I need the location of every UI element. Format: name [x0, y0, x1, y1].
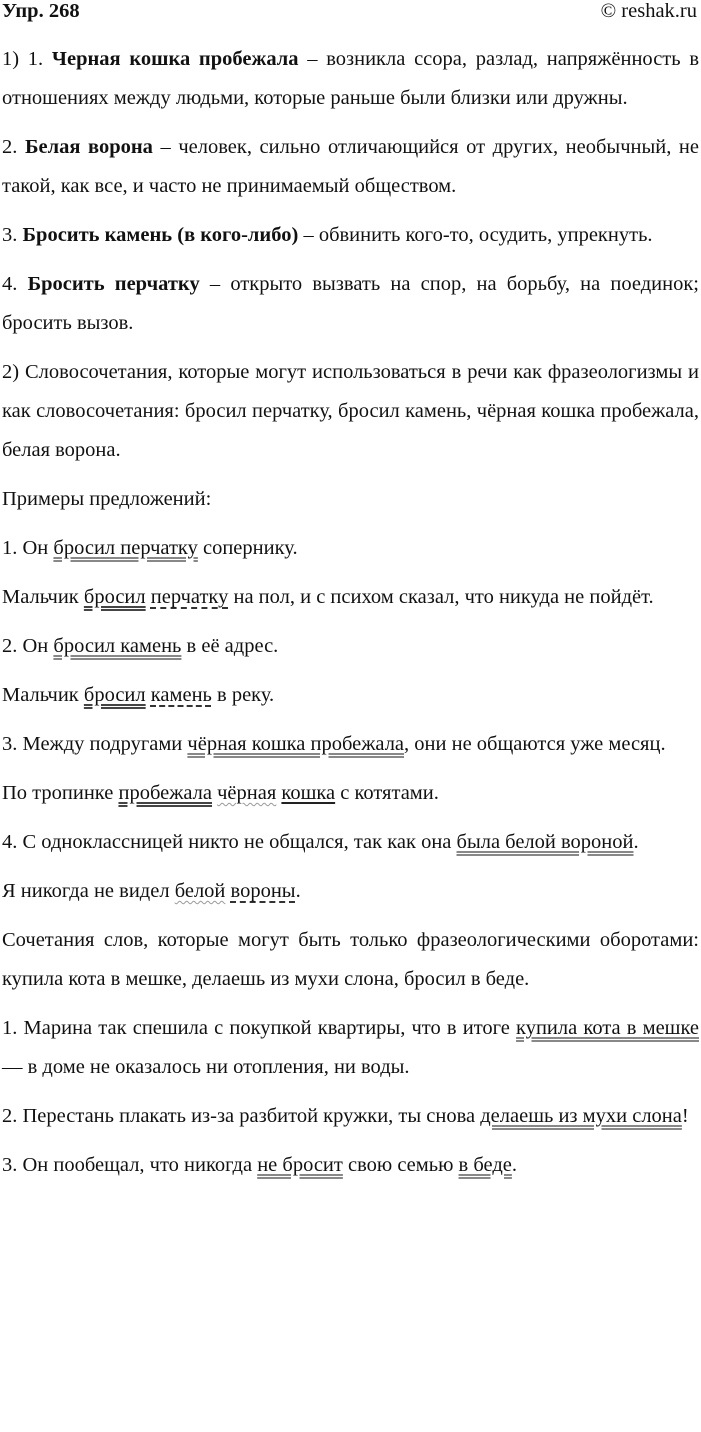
- bold-term: Черная кошка пробежала: [51, 48, 299, 70]
- phraseologism-underline: делаешь из мухи слона: [480, 1105, 682, 1127]
- text: !: [681, 1105, 689, 1127]
- paragraph: [2, 265, 699, 343]
- page-header: [0, 0, 701, 40]
- text: в реку.: [211, 684, 275, 706]
- paragraph: [2, 1146, 699, 1185]
- text: – открыто вызвать на спор, на борьбу, на поединок; бросить вызов.: [2, 273, 700, 334]
- paragraph: [2, 353, 699, 470]
- object-underline: камень: [150, 684, 212, 706]
- phraseologism-underline: не бросит: [257, 1154, 343, 1176]
- phraseologism-underline: бросил перчатку: [53, 537, 198, 559]
- paragraph: [2, 774, 699, 813]
- text: 2. Перестань плакать из-за разбитой кружки, ты снова: [2, 1105, 481, 1127]
- text: – возникла ссора, разлад, напряжённость в отношениях между людьми, которые раньше были близки или дружны.: [2, 48, 700, 109]
- text: 4. С одноклассницей никто не общался, так как она: [2, 831, 457, 853]
- text: .: [295, 880, 301, 902]
- text: 1. Он: [2, 537, 54, 559]
- paragraph: [2, 480, 699, 519]
- text: 4.: [2, 273, 28, 295]
- text: Сочетания слов, которые могут быть только фразеологическими оборотами: купила кота в мешке, делаешь из мухи слона, бросил в беде.: [2, 929, 699, 990]
- text: Я никогда не видел: [2, 880, 175, 902]
- text: 2. Он: [2, 635, 54, 657]
- bold-term: Бросить перчатку: [27, 273, 200, 295]
- paragraph: [2, 823, 699, 862]
- paragraph: [2, 725, 699, 764]
- paragraph: [2, 128, 699, 206]
- text: .: [511, 1154, 517, 1176]
- text: Мальчик: [2, 684, 84, 706]
- phraseologism-underline: была белой вороной: [456, 831, 634, 853]
- text: По тропинке: [2, 782, 119, 804]
- paragraph: [2, 627, 699, 666]
- paragraph: [2, 676, 699, 715]
- paragraph: [2, 1097, 699, 1136]
- text: – обвинить кого-то, осудить, упрекнуть.: [298, 224, 653, 246]
- text: Примеры предложений:: [2, 488, 212, 510]
- copyright: © reshak.ru: [600, 0, 697, 22]
- phraseologism-underline: бросил камень: [53, 635, 182, 657]
- text: 3. Между подругами: [2, 733, 188, 755]
- text: сопернику.: [197, 537, 298, 559]
- text: в её адрес.: [181, 635, 279, 657]
- object-underline: перчатку: [150, 586, 229, 608]
- text: – человек, сильно отличающийся от других, необычный, не такой, как все, и часто не принимаемый обществом.: [2, 136, 699, 197]
- paragraph: [2, 529, 699, 568]
- text: свою семью: [342, 1154, 459, 1176]
- text: 3.: [2, 224, 23, 246]
- text: .: [633, 831, 639, 853]
- predicate-underline: пробежала: [118, 782, 212, 804]
- paragraph: [2, 216, 699, 255]
- attribute-underline: белой: [174, 880, 226, 902]
- text: Мальчик: [2, 586, 84, 608]
- bold-term: Бросить камень (в кого-либо): [22, 224, 299, 246]
- document-body: [0, 40, 701, 1185]
- phraseologism-underline: в беде: [458, 1154, 512, 1176]
- paragraph: [2, 1009, 699, 1087]
- text: 2) Словосочетания, которые могут использоваться в речи как фразеологизмы и как словосочетания: бросил перчатку, бросил камень, чёрная кошка пробежала, белая ворона.: [2, 361, 699, 461]
- text: 1. Марина так спешила с покупкой квартиры, что в итоге: [2, 1017, 517, 1039]
- text: 2.: [2, 136, 25, 158]
- paragraph: [2, 578, 699, 617]
- text: с котятами.: [335, 782, 439, 804]
- paragraph: [2, 40, 699, 118]
- phraseologism-underline: чёрная кошка пробежала: [187, 733, 405, 755]
- text: 1) 1.: [2, 48, 52, 70]
- bold-term: Белая ворона: [24, 136, 153, 158]
- paragraph: [2, 921, 699, 999]
- object-underline: вороны: [230, 880, 296, 902]
- predicate-underline: бросил: [83, 684, 146, 706]
- paragraph: [2, 872, 699, 911]
- text: — в доме не оказалось ни отопления, ни воды.: [2, 1056, 410, 1078]
- text: 3. Он пообещал, что никогда: [2, 1154, 258, 1176]
- predicate-underline: бросил: [83, 586, 146, 608]
- attribute-underline: чёрная: [217, 782, 277, 804]
- text: на пол, и с психом сказал, что никуда не пойдёт.: [228, 586, 654, 608]
- text: , они не общаются уже месяц.: [404, 733, 666, 755]
- subject-underline: кошка: [281, 782, 336, 804]
- phraseologism-underline: купила кота в мешке: [516, 1017, 699, 1039]
- exercise-number: Упр. 268: [2, 0, 80, 22]
